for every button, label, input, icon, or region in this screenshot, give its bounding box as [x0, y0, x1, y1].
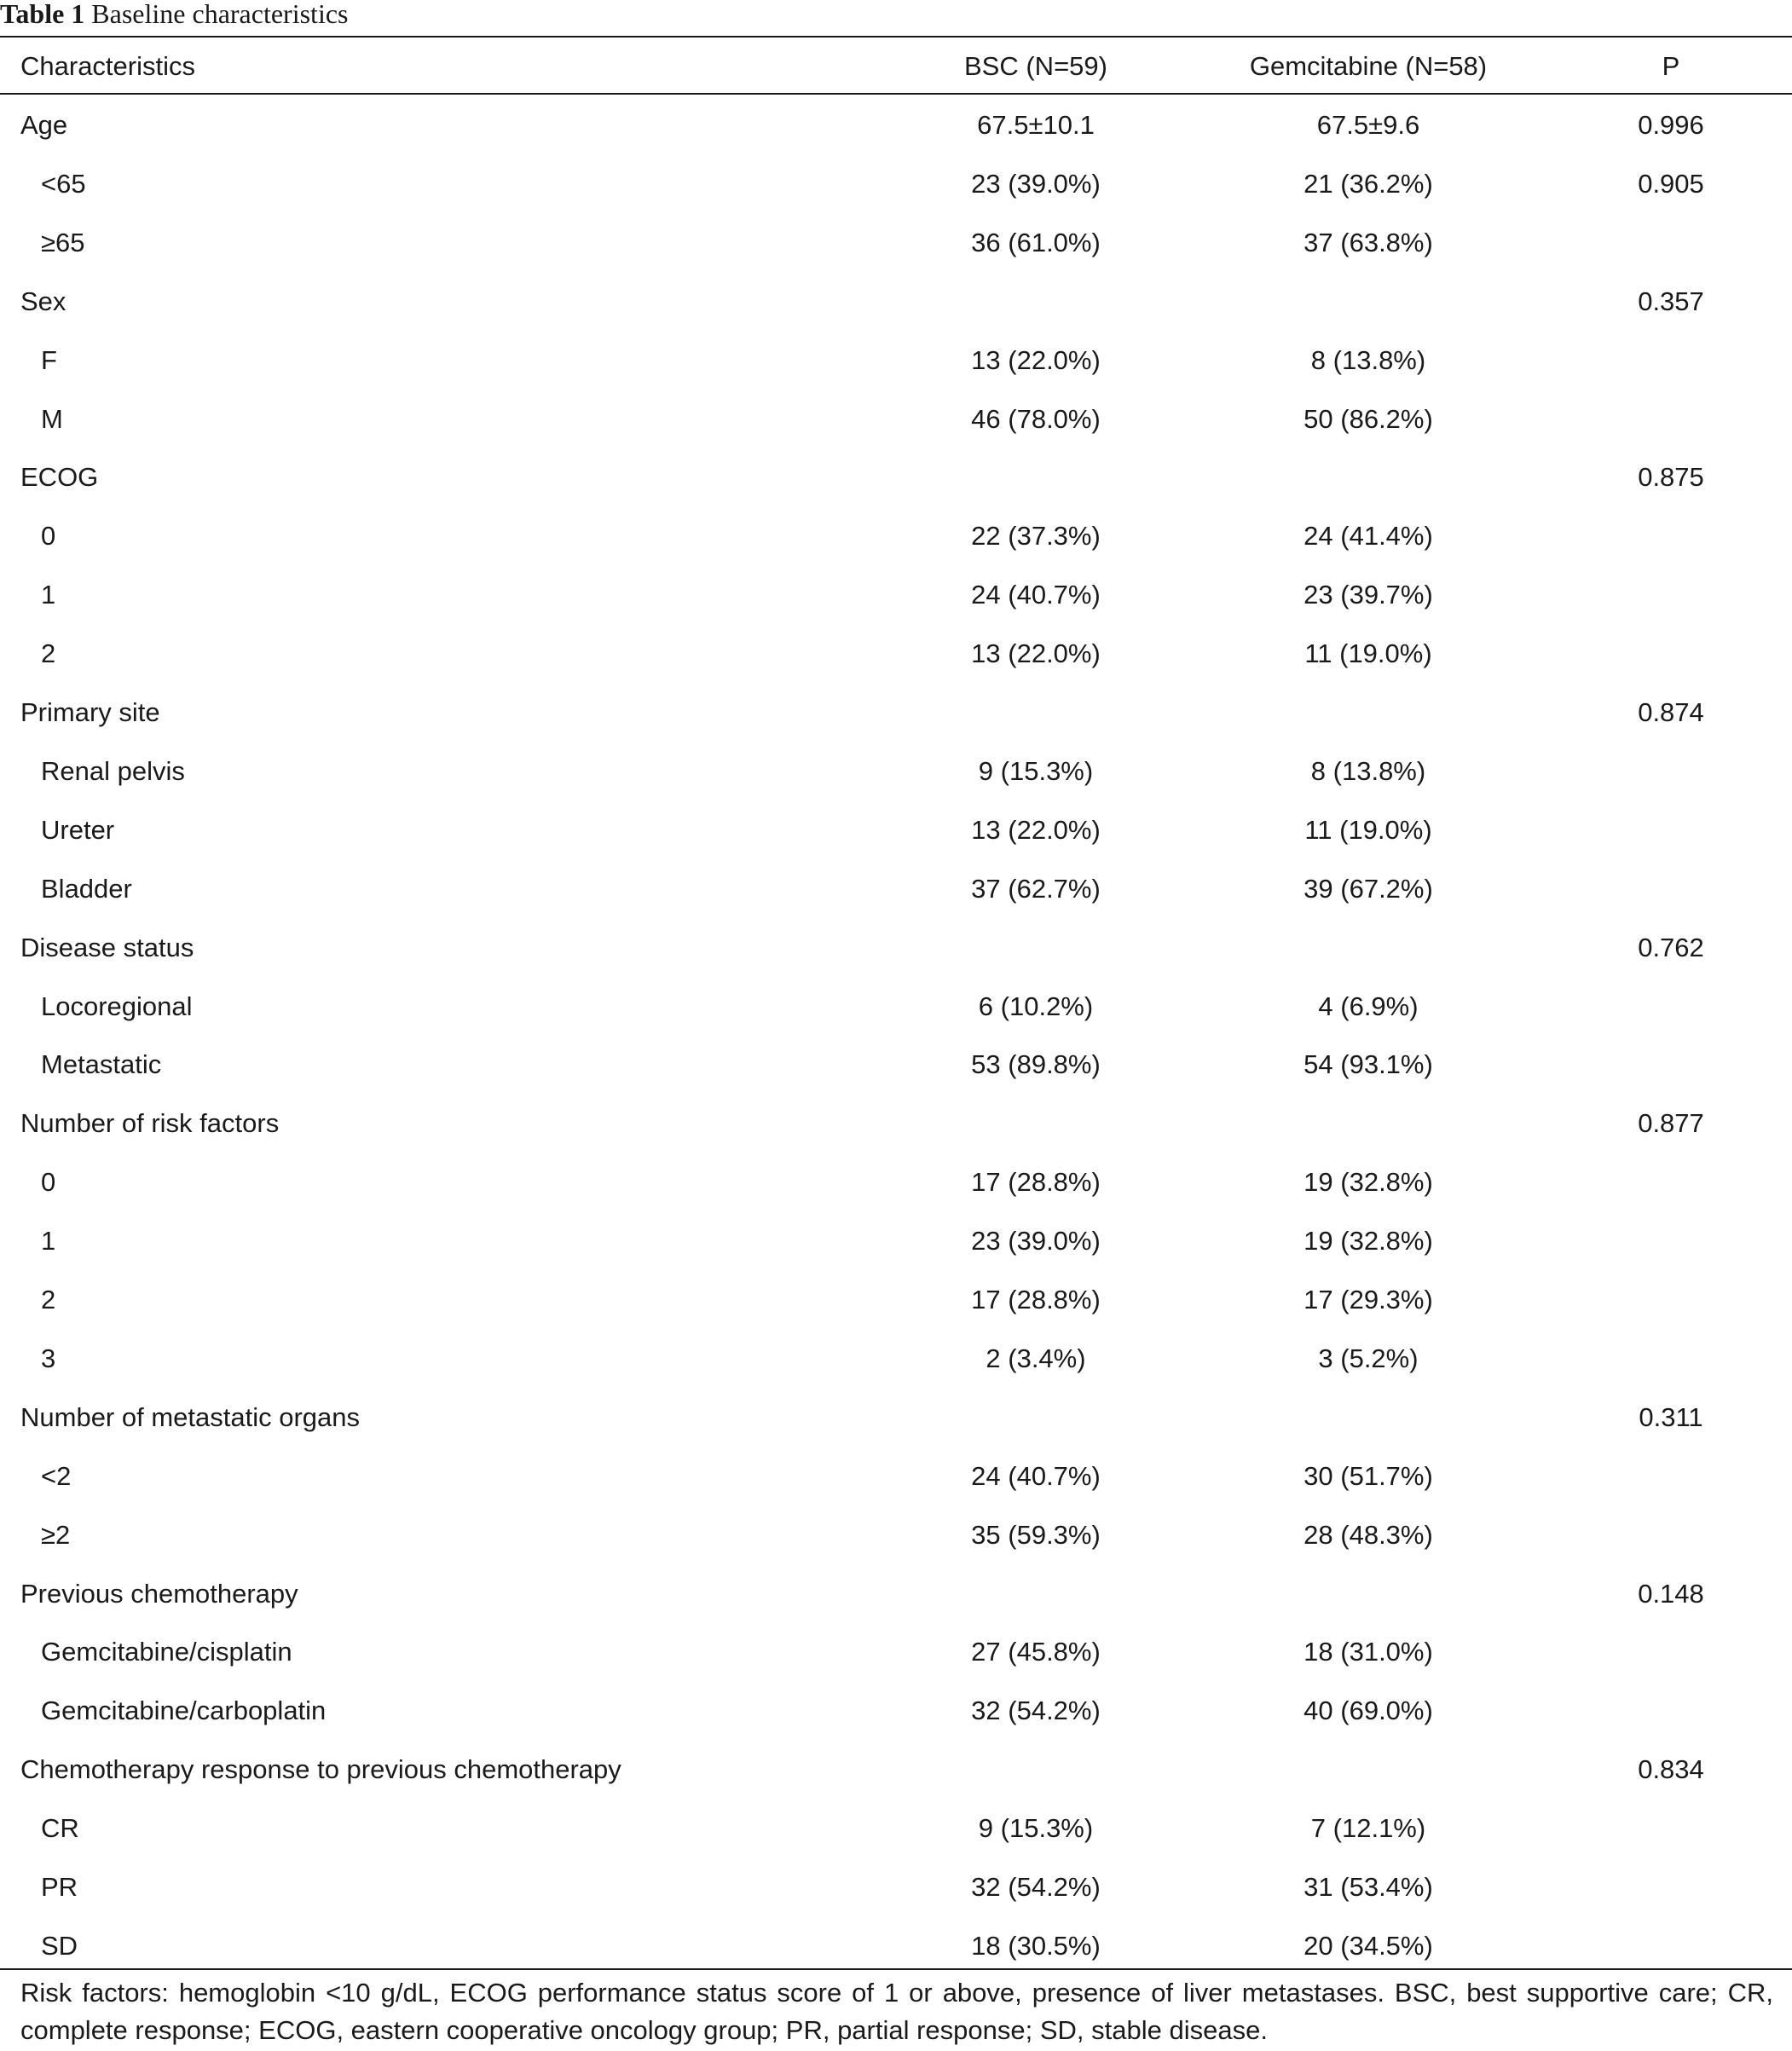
cell-gemcitabine: 24 (41.4%)	[1304, 521, 1433, 552]
header-gemcitabine: Gemcitabine (N=58)	[1249, 51, 1488, 81]
cell-gemcitabine: 50 (86.2%)	[1304, 403, 1433, 434]
cell-p-value	[1586, 859, 1756, 918]
table-row	[0, 859, 1792, 918]
cell-bsc: 24 (40.7%)	[971, 1460, 1101, 1491]
cell-gemcitabine: 7 (12.1%)	[1310, 1813, 1426, 1844]
table-row	[0, 1857, 1792, 1916]
cell-p-value: 0.148	[1638, 1578, 1704, 1609]
cell-gemcitabine: 3 (5.2%)	[1318, 1343, 1419, 1373]
row-label: 1	[41, 1226, 56, 1257]
cell-gemcitabine	[1194, 1564, 1543, 1623]
cell-p-value	[1586, 742, 1756, 800]
cell-gemcitabine	[1194, 1740, 1543, 1799]
caption-text: Baseline characteristics	[91, 0, 349, 29]
cell-gemcitabine: 18 (31.0%)	[1304, 1637, 1433, 1667]
cell-gemcitabine	[1194, 1388, 1543, 1447]
cell-p-value	[1586, 1681, 1756, 1740]
cell-bsc: 53 (89.8%)	[971, 1049, 1101, 1080]
cell-bsc: 32 (54.2%)	[971, 1696, 1101, 1726]
cell-p-value: 0.357	[1638, 286, 1704, 316]
row-label: M	[41, 403, 63, 434]
header-characteristics: Characteristics	[20, 51, 195, 81]
cell-gemcitabine	[1194, 448, 1543, 506]
row-label: ECOG	[20, 462, 99, 493]
cell-p-value	[1586, 331, 1756, 390]
cell-bsc	[861, 683, 1211, 742]
table-row	[0, 1799, 1792, 1857]
cell-bsc: 35 (59.3%)	[971, 1519, 1101, 1550]
cell-p-value	[1586, 1270, 1756, 1329]
cell-gemcitabine	[1194, 272, 1543, 331]
cell-gemcitabine: 11 (19.0%)	[1304, 814, 1432, 845]
cell-p-value	[1586, 565, 1756, 624]
cell-p-value	[1586, 800, 1756, 859]
header-rule	[0, 93, 1792, 95]
table-row	[0, 624, 1792, 683]
row-label: 2	[41, 638, 56, 669]
row-label: 0	[41, 1167, 56, 1198]
cell-gemcitabine: 20 (34.5%)	[1304, 1930, 1433, 1961]
table-row	[0, 1740, 1792, 1799]
cell-bsc	[861, 1564, 1211, 1623]
cell-p-value	[1586, 1329, 1756, 1388]
table-row	[0, 448, 1792, 506]
cell-gemcitabine: 19 (32.8%)	[1304, 1167, 1433, 1198]
table-header-row	[0, 37, 1792, 95]
cell-bsc	[861, 448, 1211, 506]
cell-p-value	[1586, 506, 1756, 565]
table-row	[0, 1094, 1792, 1153]
table-row	[0, 95, 1792, 154]
cell-p-value	[1586, 390, 1756, 448]
cell-p-value: 0.877	[1638, 1108, 1704, 1139]
cell-bsc: 13 (22.0%)	[971, 344, 1101, 375]
header-p: P	[1662, 51, 1680, 81]
row-label: Ureter	[41, 814, 115, 845]
table-row	[0, 1564, 1792, 1623]
cell-gemcitabine: 19 (32.8%)	[1304, 1226, 1433, 1257]
cell-p-value	[1586, 1622, 1756, 1681]
row-label: Primary site	[20, 697, 160, 727]
cell-p-value: 0.874	[1638, 697, 1704, 727]
table-row	[0, 1153, 1792, 1211]
cell-p-value	[1586, 1857, 1756, 1916]
row-label: Metastatic	[41, 1049, 162, 1080]
bottom-rule	[0, 1968, 1792, 1970]
cell-bsc	[861, 918, 1211, 977]
header-bsc: BSC (N=59)	[964, 51, 1107, 81]
cell-p-value: 0.311	[1639, 1401, 1703, 1432]
cell-bsc: 22 (37.3%)	[971, 521, 1101, 552]
table-row	[0, 1622, 1792, 1681]
caption-label: Table 1	[0, 0, 85, 29]
cell-bsc: 24 (40.7%)	[971, 580, 1101, 610]
table-caption	[0, 0, 348, 34]
cell-gemcitabine: 11 (19.0%)	[1304, 638, 1432, 669]
cell-bsc: 9 (15.3%)	[978, 1813, 1094, 1844]
cell-gemcitabine: 21 (36.2%)	[1304, 168, 1433, 199]
cell-bsc: 2 (3.4%)	[986, 1343, 1086, 1373]
cell-bsc: 13 (22.0%)	[971, 814, 1101, 845]
table-row	[0, 1035, 1792, 1094]
cell-p-value	[1586, 624, 1756, 683]
table-row	[0, 272, 1792, 331]
row-label: Locoregional	[41, 991, 193, 1021]
row-label: Previous chemotherapy	[20, 1578, 298, 1609]
table-row	[0, 565, 1792, 624]
table-row	[0, 1211, 1792, 1270]
cell-gemcitabine: 40 (69.0%)	[1304, 1696, 1433, 1726]
cell-p-value: 0.905	[1638, 168, 1704, 199]
row-label: PR	[41, 1872, 78, 1902]
cell-bsc: 13 (22.0%)	[971, 638, 1101, 669]
cell-p-value: 0.996	[1638, 110, 1704, 140]
table-row	[0, 800, 1792, 859]
cell-bsc: 46 (78.0%)	[971, 403, 1101, 434]
row-label: ≥2	[41, 1519, 71, 1550]
row-label: 2	[41, 1285, 56, 1314]
cell-gemcitabine: 37 (63.8%)	[1304, 227, 1433, 257]
row-label: F	[41, 344, 57, 375]
cell-bsc: 37 (62.7%)	[971, 873, 1101, 904]
cell-p-value	[1586, 1916, 1756, 1975]
cell-gemcitabine	[1194, 918, 1543, 977]
row-label: ≥65	[41, 227, 85, 257]
cell-gemcitabine: 8 (13.8%)	[1310, 344, 1426, 375]
cell-gemcitabine: 17 (29.3%)	[1304, 1285, 1433, 1314]
table-row	[0, 683, 1792, 742]
cell-gemcitabine: 4 (6.9%)	[1318, 991, 1419, 1021]
table-row	[0, 742, 1792, 800]
cell-bsc	[861, 1094, 1211, 1153]
row-label: 0	[41, 521, 56, 552]
cell-gemcitabine	[1194, 683, 1543, 742]
row-label: Sex	[20, 286, 66, 316]
cell-p-value	[1586, 977, 1756, 1036]
cell-bsc: 23 (39.0%)	[971, 168, 1101, 199]
cell-p-value	[1586, 1799, 1756, 1857]
table-row	[0, 1505, 1792, 1564]
cell-bsc: 32 (54.2%)	[971, 1872, 1101, 1902]
table-row	[0, 1447, 1792, 1505]
table-row	[0, 918, 1792, 977]
table-row	[0, 154, 1792, 213]
cell-p-value	[1586, 213, 1756, 272]
cell-p-value	[1586, 1211, 1756, 1270]
table-row	[0, 1681, 1792, 1740]
table-footnote: Risk factors: hemoglobin <10 g/dL, ECOG performance status score of 1 or above, presence of liver metastases. BSC, best supportive care; CR, complete response; ECOG, eastern cooperative oncology group; PR, partial response; SD, stable disease.	[20, 1978, 1773, 2045]
table-row	[0, 331, 1792, 390]
cell-bsc: 6 (10.2%)	[978, 991, 1094, 1021]
row-label: <65	[41, 168, 86, 199]
row-label: Number of risk factors	[20, 1108, 280, 1139]
row-label: Age	[20, 110, 68, 140]
cell-gemcitabine: 31 (53.4%)	[1304, 1872, 1433, 1902]
cell-p-value: 0.875	[1638, 462, 1704, 493]
cell-p-value	[1586, 1153, 1756, 1211]
row-label: <2	[41, 1460, 72, 1491]
cell-bsc: 17 (28.8%)	[971, 1167, 1101, 1198]
row-label: Gemcitabine/cisplatin	[41, 1637, 292, 1667]
row-label: Number of metastatic organs	[20, 1401, 361, 1432]
row-label: CR	[41, 1813, 79, 1844]
cell-bsc: 9 (15.3%)	[978, 755, 1094, 786]
cell-gemcitabine: 39 (67.2%)	[1304, 873, 1433, 904]
cell-bsc: 27 (45.8%)	[971, 1637, 1101, 1667]
cell-p-value: 0.762	[1638, 932, 1704, 962]
cell-gemcitabine: 23 (39.7%)	[1304, 580, 1433, 610]
cell-gemcitabine: 30 (51.7%)	[1304, 1460, 1433, 1491]
cell-p-value: 0.834	[1638, 1754, 1704, 1785]
table-row	[0, 506, 1792, 565]
cell-bsc: 18 (30.5%)	[971, 1930, 1101, 1961]
cell-gemcitabine: 8 (13.8%)	[1310, 755, 1426, 786]
row-label: Renal pelvis	[41, 755, 185, 786]
table-row	[0, 1916, 1792, 1975]
row-label: 1	[41, 580, 56, 610]
cell-bsc: 67.5±10.1	[977, 110, 1095, 140]
cell-gemcitabine: 67.5±9.6	[1316, 110, 1420, 140]
cell-gemcitabine	[1194, 1094, 1543, 1153]
table-row	[0, 1388, 1792, 1447]
cell-bsc: 36 (61.0%)	[971, 227, 1101, 257]
row-label: Bladder	[41, 873, 132, 904]
row-label: Gemcitabine/carboplatin	[41, 1696, 327, 1726]
cell-gemcitabine: 28 (48.3%)	[1304, 1519, 1433, 1550]
cell-bsc: 23 (39.0%)	[971, 1226, 1101, 1257]
cell-bsc: 17 (28.8%)	[971, 1285, 1101, 1314]
table-row	[0, 1270, 1792, 1329]
cell-p-value	[1586, 1505, 1756, 1564]
table-row	[0, 213, 1792, 272]
table-row	[0, 1329, 1792, 1388]
row-label: SD	[41, 1930, 78, 1961]
row-label: Chemotherapy response to previous chemotherapy	[20, 1754, 621, 1785]
cell-p-value	[1586, 1447, 1756, 1505]
cell-bsc	[861, 1740, 1211, 1799]
cell-p-value	[1586, 1035, 1756, 1094]
table-row	[0, 977, 1792, 1036]
table-row	[0, 390, 1792, 448]
cell-gemcitabine: 54 (93.1%)	[1304, 1049, 1433, 1080]
row-label: Disease status	[20, 932, 194, 962]
cell-bsc	[861, 1388, 1211, 1447]
row-label: 3	[41, 1343, 56, 1373]
cell-bsc	[861, 272, 1211, 331]
